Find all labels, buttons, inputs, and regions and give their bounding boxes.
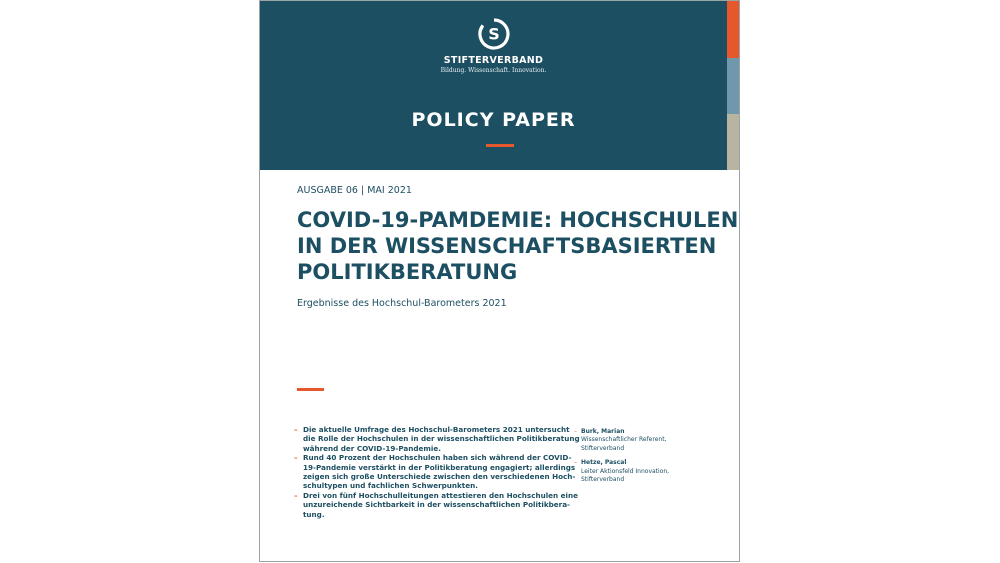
key-finding-line: Rund 40 Prozent der Hochschulen haben sich während der COVID-	[303, 453, 572, 463]
document-page	[259, 0, 740, 562]
key-finding-item	[290, 453, 576, 491]
key-findings-list	[290, 425, 580, 519]
key-finding-line: die Rolle der Hochschulen in der wissenschaftlichen Politikberatung	[303, 434, 580, 444]
author-role: Stifterverband	[581, 476, 625, 484]
bullet-marker: –	[294, 490, 298, 500]
logo-letter: S	[487, 24, 500, 44]
author-role: Wissenschaftlicher Referent,	[581, 436, 667, 444]
bullet-marker: –	[294, 425, 298, 434]
key-finding-line: schultypen und fachlichen Schwerpunkten.	[303, 481, 478, 491]
author-marker: –	[574, 459, 577, 467]
authors-list	[574, 428, 724, 490]
issue-label: AUSGABE 06 | MAI 2021	[297, 185, 412, 196]
stifterverband-logo	[260, 17, 727, 74]
bullet-marker: –	[294, 453, 298, 463]
key-finding-line: unzureichende Sichtbarkeit in der wissenschaftlichen Politikbera-	[303, 500, 571, 510]
document-title	[297, 207, 739, 285]
key-finding-line: Die aktuelle Umfrage des Hochschul-Barometers 2021 untersucht	[303, 425, 570, 434]
header-accent-rule	[486, 144, 514, 147]
author-marker: –	[574, 428, 577, 435]
stripe-blue	[727, 58, 740, 114]
author-entry	[574, 428, 724, 453]
author-role: Leiter Aktionsfeld Innovation,	[581, 467, 670, 475]
title-line: IN DER WISSENSCHAFTSBASIERTEN	[297, 234, 717, 258]
author-name: Burk, Marian	[581, 428, 625, 435]
stripe-orange	[727, 1, 740, 58]
key-finding-line: 19-Pandemie verstärkt in der Politikberatung engagiert; allerdings	[303, 462, 576, 472]
key-finding-item	[290, 425, 580, 453]
title-line: COVID-19-PAMDEMIE: HOCHSCHULEN	[297, 208, 739, 232]
key-finding-item	[290, 490, 578, 519]
brand-name: STIFTERVERBAND	[443, 55, 544, 66]
key-finding-line: tung.	[303, 509, 325, 519]
document-subtitle: Ergebnisse des Hochschul-Barometers 2021	[297, 298, 507, 309]
author-name: Hetze, Pascal	[581, 459, 627, 467]
s-circle-logo-icon	[477, 17, 511, 51]
author-entry	[574, 459, 724, 484]
key-finding-line: Drei von fünf Hochschulleitungen attestieren den Hochschulen eine	[303, 490, 578, 500]
stripe-tan	[727, 114, 740, 170]
cover-header	[260, 1, 727, 170]
color-stripes	[727, 1, 740, 170]
title-line: POLITIKBERATUNG	[297, 260, 518, 284]
key-finding-line: während der COVID-19-Pandemie.	[303, 443, 441, 453]
key-finding-line: zeigen sich große Unterschiede zwischen den verschiedenen Hoch-	[303, 472, 576, 482]
brand-tagline: Bildung. Wissenschaft. Innovation.	[440, 67, 547, 74]
author-role: Stifterverband	[581, 444, 625, 452]
body-accent-rule	[297, 388, 324, 391]
document-type-heading: POLICY PAPER	[411, 109, 576, 131]
